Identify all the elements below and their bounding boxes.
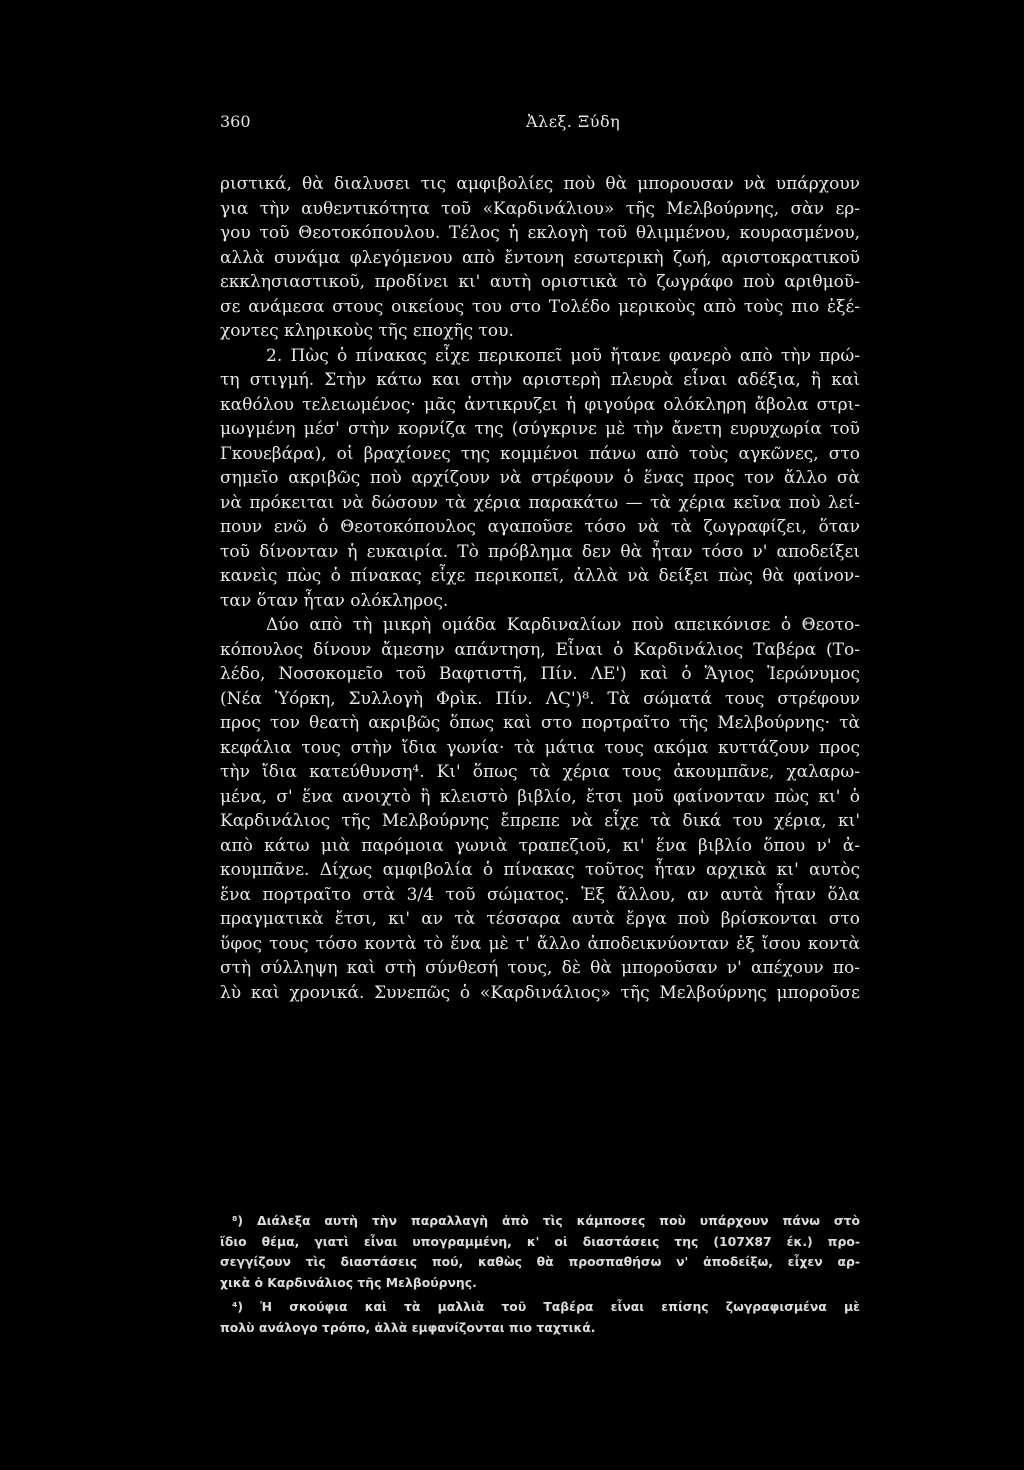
text-line: Γκουεβάρα), οἱ βραχίονες της κομμένοι πάνω απὸ τοὺς αγκῶνες, στο (220, 443, 860, 464)
footnotes (220, 1211, 860, 1338)
text-line: Καρδινάλιος τῆς Μελβούρνης ἔπρεπε νὰ εἶχε τὰ δικά του χέρια, κι' (220, 811, 860, 831)
footnote-line: πολὺ ανάλογο τρόπο, ἀλλὰ εμφανίζονται πιο ταχτικά. (220, 1319, 596, 1335)
text-line: λὺ καὶ χρονικά. Συνεπῶς ὁ «Καρδινάλιος» τῆς Μελβούρνης μποροῦσε (220, 982, 860, 1003)
text-line: κεφάλια τους στὴν ἴδια γωνία· τὰ μάτια τους ακόμα κυττάζουν προς (220, 737, 860, 758)
text-line: πουν ενῶ ὁ Θεοτοκόπουλος αγαποῦσε τόσο νὰ τὰ ζωγραφίζει, ὅταν (220, 517, 860, 537)
text-line: τὴν ἴδια κατεύθυνση⁴. Κι' ὅπως τὰ χέρια τους ἀκουμπᾶνε, χαλαρω- (220, 762, 860, 782)
text-line: σε ανάμεσα στους οικείους του στο Τολέδο μερικοὺς απὸ τοὺς πιο ἐξέ- (220, 296, 860, 317)
text-line: τοῦ δίνονταν ἡ ευκαιρία. Τὸ πρόβλημα δεν θὰ ἦταν τόσο ν' αποδείξει (220, 541, 860, 562)
text-line: Δύο απὸ τὴ μικρὴ ομάδα Καρδιναλίων ποὺ απεικόνισε ὁ Θεοτο- (266, 615, 860, 635)
text-line: για τὴν αυθεντικότητα τοῦ «Καρδινάλιου» τῆς Μελβούρνης, σὰν ερ- (220, 198, 860, 219)
text-line: εκκλησιαστικοῦ, προδίνει κι' αυτὴ οριστικὰ τὸ ζωγράφο ποὺ αριθμοῦ- (220, 272, 860, 292)
text-line: ὕφος τους τόσο κοντὰ τὸ ἕνα μὲ τ' ἄλλο ἀποδεικνύονταν ἐξ ἴσου κοντὰ (220, 933, 860, 954)
page-number: 360 (220, 112, 251, 131)
text-line: χοντες κληρικοὺς τῆς εποχῆς του. (220, 321, 514, 341)
text-line: απὸ κάτω μιὰ παρόμοια γωνιὰ τραπεζιοῦ, κι' ἕνα βιβλίο ὅπου ν' ἀ- (220, 835, 860, 856)
text-line: καθόλου τελειωμένος· μᾶς ἀντικρυζει ἡ φιγούρα ολόκληρη ἄβολα στρι- (220, 394, 860, 415)
text-line: μένα, σ' ἕνα ανοιχτὸ ἢ κλειστὸ βιβλίο, ἔτσι μοῦ φαίνονταν πὼς κι' ὁ (220, 786, 860, 807)
text-line: σημεῖο ακριβῶς ποὺ αρχίζουν νὰ στρέφουν ὁ ἕνας προς τον ἄλλο σὰ (220, 468, 860, 488)
text-line: γου τοῦ Θεοτοκόπουλου. Τέλος ἡ εκλογὴ τοῦ θλιμμένου, κουρασμένου, (220, 223, 860, 243)
text-line: (Νέα Ὑόρκη, Συλλογὴ Φρὶκ. Πίν. ΛϚ')⁸. Τὰ σώματά τους στρέφουν (220, 688, 860, 709)
footnote-line: ⁸) Διάλεξα αυτὴ τὴν παραλλαγὴ ἀπὸ τὶς κάμποσες ποὺ υπάρχουν πάνω στὸ (232, 1213, 860, 1228)
text-line: μωγμένη μέσ' στὴν κορνίζα της (σύγκρινε μὲ τὴν ἄνετη ευρυχωρία τοῦ (220, 419, 860, 439)
text-line: πραγματικὰ ἔτσι, κι' αν τὰ τέσσαρα αυτὰ ἔργα ποὺ βρίσκονται στο (220, 909, 860, 929)
footnote-line: σεγγίζουν τὶς διαστάσεις πού, καθὼς θὰ προσπαθήσω ν' ἀποδείξω, εἶχεν αρ- (220, 1254, 860, 1269)
text-line: νὰ πρόκειται νὰ δώσουν τὰ χέρια παρακάτω — τὰ χέρια κεῖνα ποὺ λεί- (220, 492, 860, 513)
text-line: ριστικά, θὰ διαλυσει τις αμφιβολίες ποὺ θὰ μπορουσαν νὰ υπάρχουν (220, 174, 860, 194)
text-line: 2. Πὼς ὁ πίνακας εἶχε περικοπεῖ μοῦ ἤτανε φανερὸ απὸ τὴν πρώ- (266, 345, 860, 366)
footnote-line: ἴδιο θέμα, γιατὶ εἶναι υπογραμμένη, κ' οἱ διαστάσεις της (107X87 έκ.) προ- (220, 1233, 860, 1249)
text-line: προς τον θεατὴ ακριβῶς ὅπως καὶ στο πορτραῖτο τῆς Μελβούρνης· τὰ (220, 713, 860, 733)
text-line: τη στιγμή. Στὴν κάτω και στὴν αριστερὴ πλευρὰ εἶναι αδέξια, ἢ καὶ (220, 370, 860, 390)
body-text (220, 172, 860, 1005)
page-header (220, 112, 860, 152)
text-line: αλλὰ συνάμα φλεγόμενου απὸ ἔντονη εσωτερικὴ ζωή, αριστοκρατικοῦ (220, 247, 860, 268)
footnote-line: χικὰ ὁ Καρδινάλιος τῆς Μελβούρνης. (220, 1274, 477, 1290)
running-head: Ἀλεξ. Ξύδη (526, 112, 621, 131)
text-line: στὴ σύλληψη καὶ στὴ σύνθεσή τους, δὲ θὰ μποροῦσαν ν' απέχουν πο- (220, 958, 860, 978)
text-line: ἕνα πορτραῖτο στὰ 3/4 τοῦ σώματος. Ἐξ ἄλλου, αν αυτὰ ἦταν ὅλα (220, 884, 860, 905)
text-line: κόπουλος δίνουν ἄμεσην απάντηση, Εἶναι ὁ Καρδινάλιος Ταβέρα (Το- (220, 639, 860, 660)
text-line: κανεὶς πὼς ὁ πίνακας εἶχε περικοπεῖ, ἀλλὰ νὰ δείξει πὼς θὰ φαίνον- (220, 566, 860, 586)
text-line: ταν ὅταν ἦταν ολόκληρος. (220, 590, 449, 611)
book-page (220, 112, 860, 1005)
text-line: κουμπᾶνε. Δίχως αμφιβολία ὁ πίνακας τοῦτος ἦταν αρχικὰ κι' αυτὸς (220, 860, 860, 880)
footnote-line: ⁴) Ἡ σκούφια καὶ τὰ μαλλιὰ τοῦ Ταβέρα εἶναι επίσης ζωγραφισμένα μὲ (232, 1299, 860, 1314)
text-line: λέδο, Νοσοκομεῖο τοῦ Βαφτιστῆ, Πίν. ΛΕ') καὶ ὁ Ἅγιος Ἱερώνυμος (220, 664, 860, 684)
